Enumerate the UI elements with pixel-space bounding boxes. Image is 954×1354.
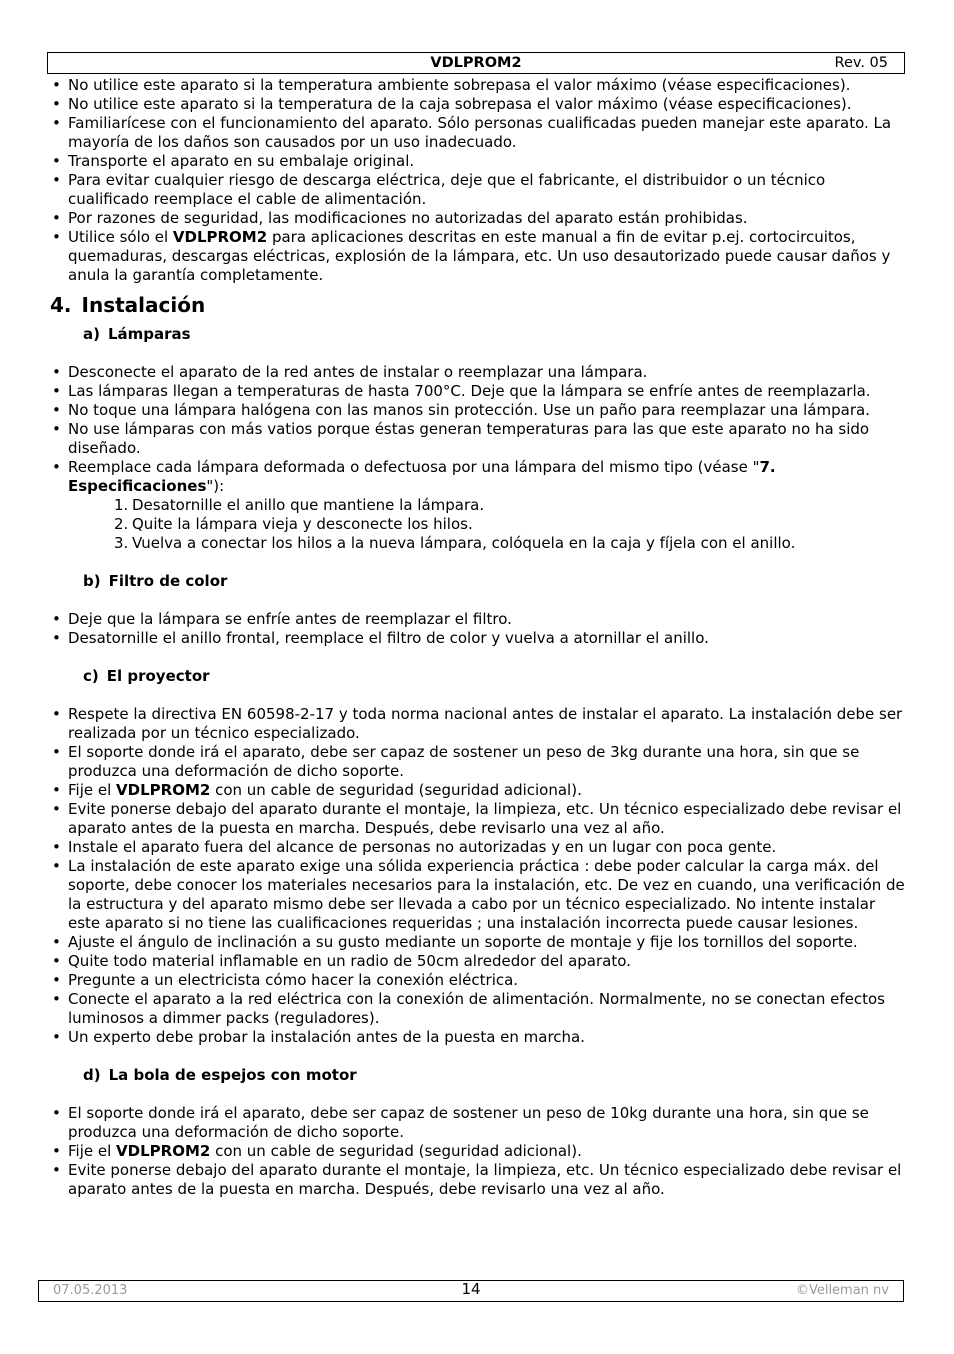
lamp-steps — [50, 496, 910, 553]
list-item: • Evite ponerse debajo del aparato durante el montaje, la limpieza, etc. Un técnico especializado debe revisar el aparato antes de la puesta en marcha. Después, debe revisarlo una vez al año. — [68, 800, 910, 838]
list-item: • Instale el aparato fuera del alcance de personas no autorizadas y en un lugar con poca gente. — [68, 838, 910, 857]
text-span: "): — [206, 477, 225, 495]
intro-list — [50, 76, 910, 285]
list-item: • Familiarícese con el funcionamiento del aparato. Sólo personas cualificadas pueden manejar este aparato. La mayoría de los daños son causados por un uso inadecuado. — [68, 114, 910, 152]
text-span: Fije el — [68, 1142, 117, 1160]
list-item — [68, 458, 910, 496]
list-item: • Quite todo material inflamable en un radio de 50cm alrededor del aparato. — [68, 952, 910, 971]
subsection-title: La bola de espejos con motor — [108, 1066, 357, 1084]
step-text: Vuelva a conectar los hilos a la nueva lámpara, colóquela en la caja y fíjela con el anillo. — [132, 534, 796, 552]
subsection-title: El proyector — [106, 667, 210, 685]
model-name: VDLPROM2 — [116, 781, 211, 799]
projector-list — [50, 705, 910, 1047]
text-span: con un cable de seguridad (seguridad adicional). — [210, 781, 582, 799]
list-item: • Desatornille el anillo frontal, reemplace el filtro de color y vuelva a atornillar el anillo. — [68, 629, 910, 648]
subsection-letter: c) — [83, 667, 99, 685]
subsection-letter: a) — [83, 325, 100, 343]
list-item: • Conecte el aparato a la red eléctrica con la conexión de alimentación. Normalmente, no se conectan efectos luminosos a dimmer packs (reguladores). — [68, 990, 910, 1028]
subsection-letter: b) — [83, 572, 101, 590]
subsection-heading-a — [50, 325, 910, 344]
step-item — [114, 515, 910, 534]
footer-date: 07.05.2013 — [53, 1283, 128, 1298]
step-number: 2. — [114, 515, 129, 533]
page-header — [47, 52, 905, 74]
list-item: • Pregunte a un electricista cómo hacer la conexión eléctrica. — [68, 971, 910, 990]
step-item — [114, 534, 910, 553]
text-span: Utilice sólo el — [68, 228, 173, 246]
header-revision: Rev. 05 — [834, 55, 888, 71]
list-item: • No utilice este aparato si la temperatura ambiente sobrepasa el valor máximo (véase especificaciones). — [68, 76, 910, 95]
spec-reference: 7. Especificaciones — [68, 458, 776, 495]
list-item — [68, 1142, 910, 1161]
subsection-title: Filtro de color — [108, 572, 228, 590]
subsection-title: Lámparas — [107, 325, 191, 343]
filter-list — [50, 610, 910, 648]
list-item: • Respete la directiva EN 60598-2-17 y toda norma nacional antes de instalar el aparato. La instalación debe ser realizada por un técnico especializado. — [68, 705, 910, 743]
list-item: • La instalación de este aparato exige una sólida experiencia práctica : debe poder calcular la carga máx. del soporte, debe conocer los materiales necesarios para la instalación, etc. De vez en cuando, una verificación de la estructura y del aparato mismo debe ser llevada a cabo por un técnico especializado. No intente instalar este aparato si no tiene las cualificaciones requeridas ; una instalación incorrecta puede causar lesiones. — [68, 857, 910, 933]
step-text: Quite la lámpara vieja y desconecte los hilos. — [132, 515, 473, 533]
mirror-ball-list — [50, 1104, 910, 1199]
list-item: • Las lámparas llegan a temperaturas de hasta 700°C. Deje que la lámpara se enfríe antes de reemplazarla. — [68, 382, 910, 401]
text-span: con un cable de seguridad (seguridad adicional). — [210, 1142, 582, 1160]
list-item — [68, 228, 910, 285]
step-number: 3. — [114, 534, 129, 552]
section-number: 4. — [50, 293, 72, 317]
subsection-heading-d — [50, 1066, 910, 1085]
subsection-letter: d) — [83, 1066, 101, 1084]
section-title: Instalación — [81, 293, 206, 317]
list-item: • Un experto debe probar la instalación antes de la puesta en marcha. — [68, 1028, 910, 1047]
list-item: • El soporte donde irá el aparato, debe ser capaz de sostener un peso de 10kg durante una hora, sin que se produzca una deformación de dicho soporte. — [68, 1104, 910, 1142]
text-span: para aplicaciones descritas en este manual a fin de evitar p.ej. cortocircuitos, quemaduras, descargas eléctricas, explosión de la lámpara, etc. Un uso desautorizado puede causar daños y anula la garantía completamente. — [68, 228, 891, 284]
page-footer — [38, 1280, 904, 1302]
lamp-list — [50, 363, 910, 496]
document-body — [50, 76, 910, 1199]
list-item: • No use lámparas con más vatios porque éstas generan temperaturas para las que este aparato no ha sido diseñado. — [68, 420, 910, 458]
subsection-heading-c — [50, 667, 910, 686]
step-item — [114, 496, 910, 515]
step-text: Desatornille el anillo que mantiene la lámpara. — [132, 496, 485, 514]
list-item: • Transporte el aparato en su embalaje original. — [68, 152, 910, 171]
model-name: VDLPROM2 — [116, 1142, 211, 1160]
header-model: VDLPROM2 — [430, 55, 522, 71]
page-number: 14 — [461, 1280, 481, 1298]
section-heading — [50, 293, 910, 317]
step-number: 1. — [114, 496, 129, 514]
list-item: • El soporte donde irá el aparato, debe ser capaz de sostener un peso de 3kg durante una hora, sin que se produzca una deformación de dicho soporte. — [68, 743, 910, 781]
subsection-heading-b — [50, 572, 910, 591]
footer-copyright: ©Velleman nv — [795, 1283, 889, 1298]
text-span: Fije el — [68, 781, 117, 799]
list-item: • Por razones de seguridad, las modificaciones no autorizadas del aparato están prohibidas. — [68, 209, 910, 228]
list-item: • Ajuste el ángulo de inclinación a su gusto mediante un soporte de montaje y fije los tornillos del soporte. — [68, 933, 910, 952]
text-span: Reemplace cada lámpara deformada o defectuosa por una lámpara del mismo tipo (véase " — [68, 458, 760, 476]
list-item: • No utilice este aparato si la temperatura de la caja sobrepasa el valor máximo (véase especificaciones). — [68, 95, 910, 114]
list-item: • Deje que la lámpara se enfríe antes de reemplazar el filtro. — [68, 610, 910, 629]
list-item: • Evite ponerse debajo del aparato durante el montaje, la limpieza, etc. Un técnico especializado debe revisar el aparato antes de la puesta en marcha. Después, debe revisarlo una vez al año. — [68, 1161, 910, 1199]
list-item: • No toque una lámpara halógena con las manos sin protección. Use un paño para reemplazar una lámpara. — [68, 401, 910, 420]
list-item: • Para evitar cualquier riesgo de descarga eléctrica, deje que el fabricante, el distribuidor o un técnico cualificado reemplace el cable de alimentación. — [68, 171, 910, 209]
list-item: • Desconecte el aparato de la red antes de instalar o reemplazar una lámpara. — [68, 363, 910, 382]
list-item — [68, 781, 910, 800]
model-name: VDLPROM2 — [172, 228, 268, 246]
